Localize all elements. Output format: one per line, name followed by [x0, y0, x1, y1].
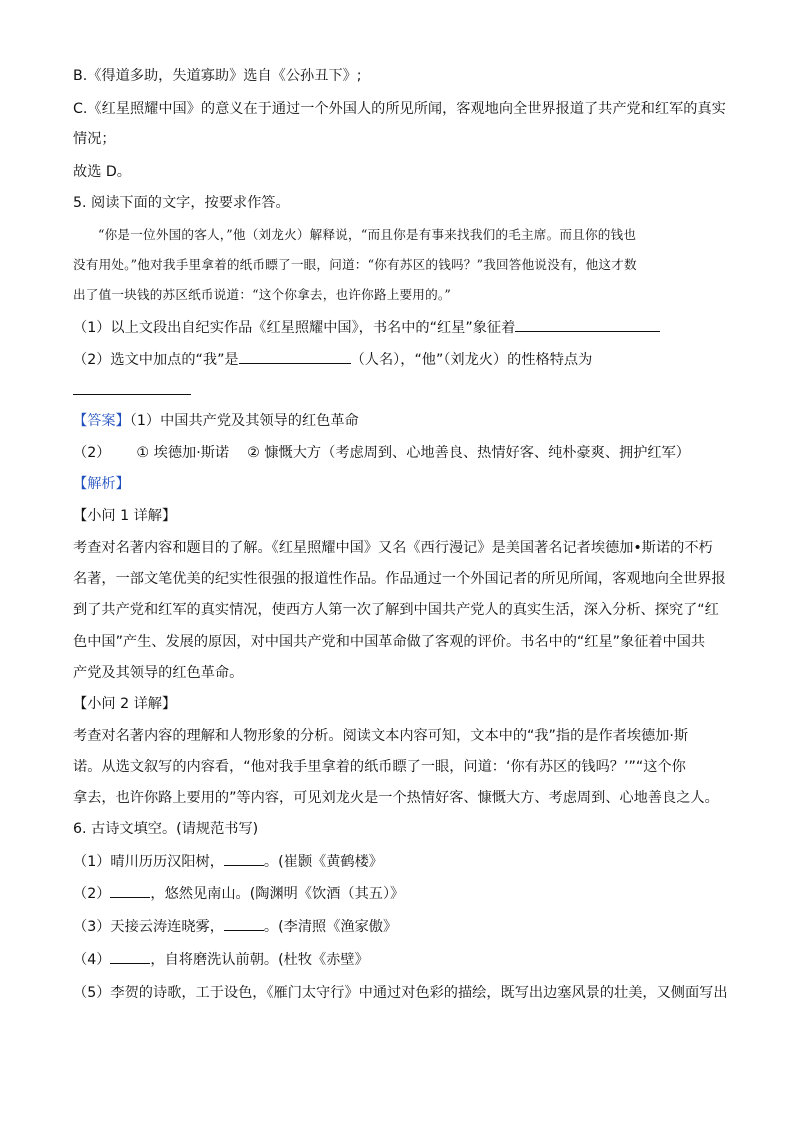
- answer-line-2: [73, 443, 733, 463]
- explanation-text: 色中国”产生、发展的原因，对中国共产党和中国革命做了客观的评价。书名中的“红星”象征着中国共: [73, 634, 706, 650]
- explanation-text: 拿去，也许你路上要用的”等内容，可见刘龙火是一个热情好客、慷慨大方、考虑周到、心地善良之人。: [73, 790, 719, 806]
- passage-text-1: “你是一位外国的客人，”他（刘龙火）解释说，“而且你是有事来找我们的毛主席。而且你的钱也: [98, 227, 637, 242]
- poem-item-2-text-b: ，悠然见南山。(陶渊明《饮酒（其五）》: [150, 886, 405, 902]
- explanation-1-line-5: [73, 663, 733, 683]
- option-c-continued: [73, 129, 733, 149]
- selected-answer: [73, 162, 733, 182]
- explanation-1-line-2: [73, 569, 733, 589]
- passage-text-3: 出了值一块钱的苏区纸币说道：“这个你拿去，也许你路上要用的。”: [73, 287, 451, 302]
- explanation-2-line-1: [73, 726, 733, 746]
- poem-item-1-text-b: 。(崔颢《黄鹤楼》: [263, 854, 383, 870]
- sub-analysis-2-heading: [73, 694, 733, 714]
- poem-item-2-text-a: （2）: [73, 886, 111, 902]
- poem-item-4-text-a: （4）: [73, 952, 111, 968]
- explanation-text: 产党及其领导的红色革命。: [73, 665, 244, 681]
- option-c: [73, 99, 733, 119]
- analysis-tag: 【解析】: [73, 476, 130, 492]
- explanation-text: 诺。从选文叙写的内容看，“他对我手里拿着的纸币瞟了一眼，问道：‘你有苏区的钱吗？’”“这个你: [73, 759, 686, 775]
- poem-item-3: [73, 916, 733, 937]
- explanation-text: 考查对名著内容的理解和人物形象的分析。阅读文本内容可知，文本中的“我”指的是作者埃德加·斯: [73, 728, 689, 744]
- explanation-1-line-3: [73, 600, 733, 620]
- passage-line-3: [73, 285, 733, 305]
- poem-item-4-text-b: ，自将磨洗认前朝。(杜牧《赤壁》: [150, 952, 369, 968]
- answer-blank: [224, 851, 264, 866]
- option-c-text: C.《红星照耀中国》的意义在于通过一个外国人的所见所闻，客观地向全世界报道了共产党和红军的真实: [73, 101, 726, 117]
- poem-item-3-text-b: 。(李清照《渔家傲》: [263, 919, 398, 935]
- explanation-text: 考查对名著内容和题目的了解。《红星照耀中国》又名《西行漫记》是美国著名记者埃德加•斯诺的不朽: [73, 540, 713, 556]
- poem-item-1-text-a: （1）晴川历历汉阳树，: [73, 854, 224, 870]
- answer-blank: [110, 883, 150, 898]
- answer-line-1: [73, 411, 733, 431]
- answer-2-number: （2）: [73, 445, 111, 461]
- sub-analysis-2-title: 【小问 2 详解】: [73, 696, 177, 712]
- analysis-heading: [73, 474, 733, 494]
- poem-item-1: [73, 851, 733, 872]
- explanation-1-line-4: [73, 632, 733, 652]
- sub-question-2-text-b: （人名），“他”（刘龙火）的性格特点为: [350, 352, 593, 368]
- passage-line-2: [73, 255, 733, 275]
- explanation-2-line-2: [73, 757, 733, 777]
- answer-tag: 【答案】: [73, 413, 130, 429]
- poem-item-4: [73, 949, 733, 970]
- explanation-1-line-1: [73, 538, 733, 558]
- passage-line-1: [98, 225, 758, 245]
- poem-item-5-text: （5）李贺的诗歌，工于设色，《雁门太守行》中通过对色彩的描绘，既写出边塞风景的壮美，又侧面写出: [73, 985, 728, 1001]
- answer-2-marker-2: ②: [247, 445, 260, 461]
- answer-blank: [239, 349, 351, 364]
- sub-analysis-1-title: 【小问 1 详解】: [73, 508, 177, 524]
- passage-text-2: 没有用处。”他对我手里拿着的纸币瞟了一眼，问道：“你有苏区的钱吗？”我回答他说没有，他这才数: [73, 257, 637, 272]
- explanation-text: 到了共产党和红军的真实情况，使西方人第一次了解到中国共产党人的真实生活，深入分析、探究了“红: [73, 602, 719, 618]
- sub-question-2-blank-line: [73, 380, 733, 401]
- question-6-text: 6. 古诗文填空。(请规范书写): [73, 821, 259, 837]
- explanation-text: 名著，一部文笔优美的纪实性很强的报道性作品。作品通过一个外国记者的所见所闻，客观地向全世界报: [73, 571, 726, 587]
- sub-analysis-1-heading: [73, 506, 733, 526]
- sub-question-2-text-a: （2）选文中加点的“我”是: [73, 352, 239, 368]
- answer-blank: [515, 317, 660, 332]
- answer-2-part-b: 慷慨大方（考虑周到、心地善良、热情好客、纯朴豪爽、拥护红军）: [264, 445, 690, 461]
- poem-item-2: [73, 883, 733, 904]
- explanation-2-line-3: [73, 788, 733, 808]
- sub-question-2: [73, 349, 733, 370]
- answer-2-marker-1: ①: [136, 445, 150, 461]
- poem-item-5: [73, 983, 733, 1003]
- sub-question-1-text: （1）以上文段出自纪实作品《红星照耀中国》，书名中的“红星”象征着: [73, 320, 516, 336]
- option-b: [73, 66, 733, 86]
- question-6-title: [73, 819, 733, 839]
- poem-item-3-text-a: （3）天接云涛连晓雾，: [73, 919, 224, 935]
- sub-question-1: [73, 317, 733, 338]
- question-5-title: [73, 193, 733, 213]
- selected-answer-text: 故选 D。: [73, 164, 131, 180]
- option-b-text: B.《得道多助，失道寡助》选自《公孙丑下》;: [73, 68, 362, 84]
- answer-blank: [73, 380, 191, 395]
- question-5-text: 5. 阅读下面的文字，按要求作答。: [73, 195, 290, 211]
- answer-1-text: （1）中国共产党及其领导的红色革命: [129, 413, 359, 429]
- answer-2-part-a: 埃德加·斯诺: [153, 445, 230, 461]
- option-c-text-2: 情况；: [73, 131, 116, 147]
- answer-blank: [110, 949, 150, 964]
- answer-blank: [224, 916, 264, 931]
